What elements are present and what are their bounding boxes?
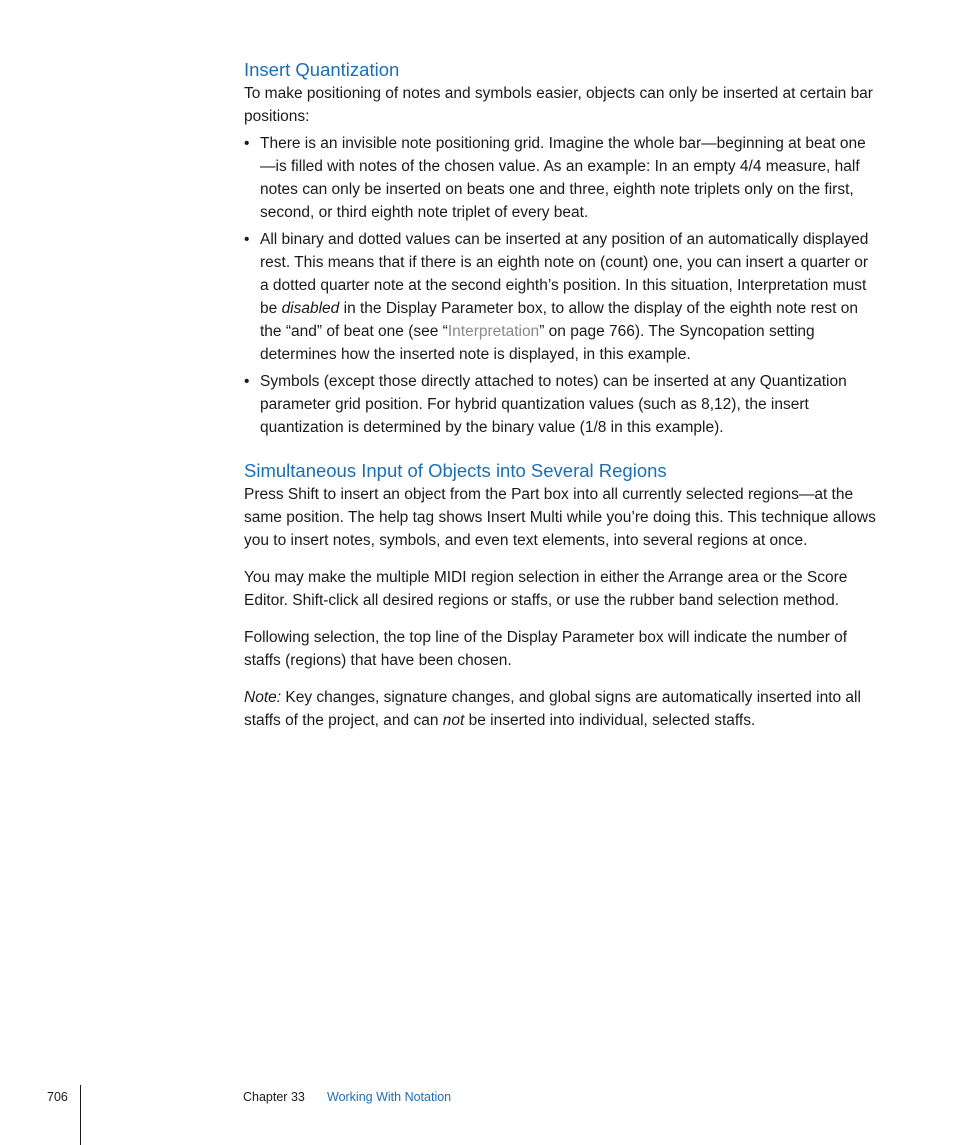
bullet-list bbox=[244, 132, 876, 439]
bullet-marker: • bbox=[244, 231, 250, 248]
paragraph-multiple-selection: You may make the multiple MIDI region selection in either the Arrange area or the Score Editor. Shift-click all desired regions or staffs, or use the rubber band selection method. bbox=[244, 569, 848, 609]
note-label: Note: bbox=[244, 689, 282, 706]
list-item-text: ” on page 766). The Syncopation setting determines how the inserted note is displayed, in this example. bbox=[260, 323, 815, 363]
paragraph-press-shift: Press Shift to insert an object from the Part box into all currently selected regions—at the same position. The help tag shows Insert Multi while you’re doing this. This technique allows you to insert notes, symbols, and even text elements, into several regions at once. bbox=[244, 486, 876, 549]
page-content bbox=[244, 58, 876, 732]
note-paragraph bbox=[244, 686, 876, 732]
bullet-marker: • bbox=[244, 135, 250, 152]
list-item-text: All binary and dotted values can be inserted at any position of an automatically displayed rest. This means that if there is an eighth note on (count) one, you can insert a quarter or a dotted quarter note at the second eighth’s position. In this situation, Interpretation must be bbox=[260, 231, 869, 317]
intro-paragraph: To make positioning of notes and symbols easier, objects can only be inserted at certain bar positions: bbox=[244, 85, 873, 125]
list-item bbox=[244, 370, 876, 439]
section-heading-insert-quantization: Insert Quantization bbox=[244, 59, 400, 80]
note-text: be inserted into individual, selected staffs. bbox=[464, 712, 756, 729]
page-number: 706 bbox=[47, 1090, 68, 1104]
list-item bbox=[244, 228, 876, 366]
interpretation-link[interactable]: Interpretation bbox=[447, 323, 540, 340]
bullet-marker: • bbox=[244, 373, 250, 390]
list-item-text: Symbols (except those directly attached to notes) can be inserted at any Quantization parameter grid position. For hybrid quantization values (such as 8,12), the insert quantization is determined by the binary value (1/8 in this example). bbox=[260, 373, 847, 436]
list-item bbox=[244, 132, 876, 224]
list-item-text: in the Display Parameter box, to allow the display of the eighth note rest on the “and” of beat one (see “ bbox=[260, 300, 858, 340]
note-text: Key changes, signature changes, and global signs are automatically inserted into all staffs of the project, and can bbox=[244, 689, 861, 729]
list-item-text: There is an invisible note positioning grid. Imagine the whole bar—beginning at beat one—is filled with notes of the chosen value. As an example: In an empty 4/4 measure, half notes can only be inserted on beats one and three, eighth note triplets only on the first, second, or third eighth note triplet of every beat. bbox=[260, 135, 866, 221]
paragraph-following-selection: Following selection, the top line of the Display Parameter box will indicate the number of staffs (regions) that have been chosen. bbox=[244, 629, 848, 669]
emphasis-disabled: disabled bbox=[281, 300, 340, 317]
section-heading-simultaneous-input: Simultaneous Input of Objects into Several Regions bbox=[244, 460, 667, 481]
footer-chapter-title-link[interactable]: Working With Notation bbox=[327, 1090, 452, 1104]
footer-divider bbox=[80, 1085, 81, 1145]
footer-chapter-label: Chapter 33 bbox=[243, 1090, 305, 1104]
emphasis-not: not bbox=[442, 712, 465, 729]
